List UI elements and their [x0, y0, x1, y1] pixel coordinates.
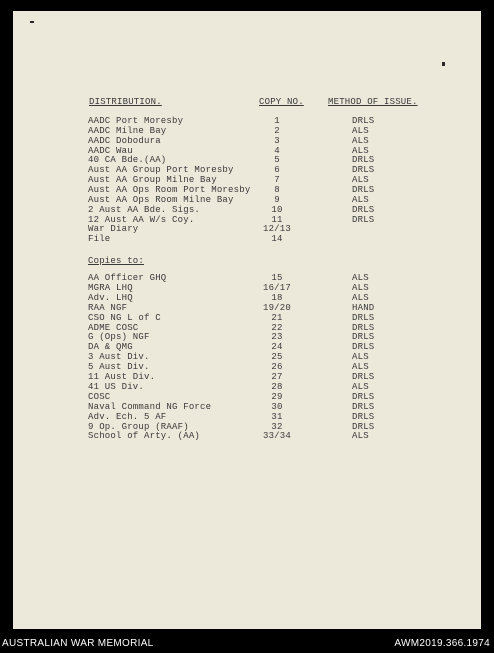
entry-recipient: RAA NGF — [88, 302, 128, 313]
entry-copy-number: 33/34 — [262, 431, 291, 442]
entry-recipient: CSO NG L of C — [88, 312, 161, 323]
entry-method: DRLS — [352, 204, 375, 215]
entry-copy-number: 4 — [274, 145, 280, 156]
entry-recipient: 40 CA Bde.(AA) — [88, 155, 167, 166]
entry-recipient: AADC Wau — [88, 145, 133, 156]
entry-copy-number: 1 — [274, 116, 280, 126]
entry-copy-number: 22 — [271, 322, 283, 333]
entry-method: ALS — [352, 362, 369, 373]
method-of-issue-header: METHOD OF ISSUE. — [328, 97, 418, 107]
entry-copy-number: 10 — [271, 204, 283, 215]
entry-recipient: AADC Milne Bay — [88, 125, 167, 136]
entry-method: DRLS — [352, 155, 375, 166]
entry-recipient: AADC Dobodura — [88, 135, 161, 146]
entry-method: ALS — [352, 145, 369, 156]
paper-speck — [442, 62, 445, 66]
entry-method: ALS — [352, 194, 369, 205]
entry-copy-number: 3 — [274, 135, 280, 146]
entry-copy-number: 14 — [271, 234, 283, 245]
paper-speck — [30, 21, 34, 23]
entry-copy-number: 26 — [271, 362, 283, 373]
entry-copy-number: 11 — [271, 214, 283, 225]
entry-copy-number: 19/20 — [262, 302, 291, 313]
entry-copy-number: 30 — [271, 401, 283, 412]
entry-copy-number: 29 — [271, 391, 283, 402]
entry-method: ALS — [352, 292, 369, 303]
entry-recipient: Aust AA Group Milne Bay — [88, 175, 217, 186]
entry-copy-number: 32 — [271, 421, 283, 432]
entry-copy-number: 7 — [274, 175, 280, 186]
entry-recipient: Aust AA Group Port Moresby — [88, 165, 234, 176]
entry-copy-number: 23 — [271, 332, 283, 343]
entry-recipient: Aust AA Ops Room Port Moresby — [88, 184, 251, 195]
entry-recipient: G (Ops) NGF — [88, 332, 150, 343]
entry-method: ALS — [352, 273, 369, 283]
entry-copy-number: 8 — [274, 184, 280, 195]
entry-copy-number: 28 — [271, 381, 283, 392]
entry-recipient: 12 Aust AA W/s Coy. — [88, 214, 195, 225]
entry-recipient: 9 Op. Group (RAAF) — [88, 421, 189, 432]
entry-method: ALS — [352, 125, 369, 136]
entry-method: DRLS — [352, 391, 375, 402]
entry-recipient: AADC Port Moresby — [88, 116, 184, 126]
entry-recipient: 41 US Div. — [88, 381, 145, 392]
entry-recipient: Naval Command NG Force — [88, 401, 212, 412]
entry-copy-number: 6 — [274, 165, 280, 176]
entry-method: DRLS — [352, 372, 375, 382]
entry-method: DRLS — [352, 342, 375, 353]
entry-recipient: Adv. Ech. 5 AF — [88, 411, 167, 422]
entry-method: ALS — [352, 381, 369, 392]
entry-method: DRLS — [352, 322, 375, 333]
entry-copy-number: 18 — [271, 292, 283, 303]
entry-method: ALS — [352, 431, 369, 442]
entry-method: DRLS — [352, 401, 375, 412]
entry-method: DRLS — [352, 332, 375, 343]
entry-copy-number: 27 — [271, 372, 283, 382]
entry-method: DRLS — [352, 165, 375, 176]
entry-copy-number: 21 — [271, 312, 283, 323]
entry-copy-number: 5 — [274, 155, 280, 166]
entry-copy-number: 12/13 — [262, 224, 291, 235]
entry-recipient: Aust AA Ops Room Milne Bay — [88, 194, 234, 205]
entry-copy-number: 24 — [271, 342, 283, 353]
footer-accession-number: AWM2019.366.1974 — [394, 638, 490, 649]
footer-institution: AUSTRALIAN WAR MEMORIAL — [2, 638, 154, 649]
entry-copy-number: 25 — [271, 352, 283, 363]
entry-recipient: War Diary — [88, 224, 139, 235]
entry-recipient: MGRA LHQ — [88, 282, 133, 293]
entry-recipient: 5 Aust Div. — [88, 362, 150, 373]
copies-to-heading: Copies to: — [88, 256, 145, 266]
entry-copy-number: 16/17 — [262, 282, 291, 293]
entry-recipient: COSC — [88, 391, 111, 402]
copy-no-header: COPY NO. — [259, 97, 304, 107]
entry-copy-number: 2 — [274, 125, 280, 136]
entry-recipient: Adv. LHQ — [88, 292, 133, 303]
entry-method: DRLS — [352, 421, 375, 432]
entry-method: ALS — [352, 352, 369, 363]
entry-recipient: File — [88, 234, 111, 245]
entry-recipient: AA Officer GHQ — [88, 273, 167, 283]
entry-copy-number: 9 — [274, 194, 280, 205]
entry-recipient: 3 Aust Div. — [88, 352, 150, 363]
entry-copy-number: 31 — [271, 411, 283, 422]
entry-method: DRLS — [352, 411, 375, 422]
entry-method: HAND — [352, 302, 375, 313]
entry-method: ALS — [352, 175, 369, 186]
entry-method: DRLS — [352, 214, 375, 225]
entry-method: DRLS — [352, 184, 375, 195]
entry-method: ALS — [352, 135, 369, 146]
entry-copy-number: 15 — [271, 273, 283, 283]
entry-method: ALS — [352, 282, 369, 293]
entry-method: DRLS — [352, 116, 375, 126]
entry-recipient: DA & QMG — [88, 342, 133, 353]
distribution-header: DISTRIBUTION. — [89, 97, 162, 107]
entry-method: DRLS — [352, 312, 375, 323]
entry-recipient: ADME COSC — [88, 322, 139, 333]
entry-recipient: 11 Aust Div. — [88, 372, 156, 382]
entry-recipient: 2 Aust AA Bde. Sigs. — [88, 204, 201, 215]
entry-recipient: School of Arty. (AA) — [88, 431, 201, 442]
